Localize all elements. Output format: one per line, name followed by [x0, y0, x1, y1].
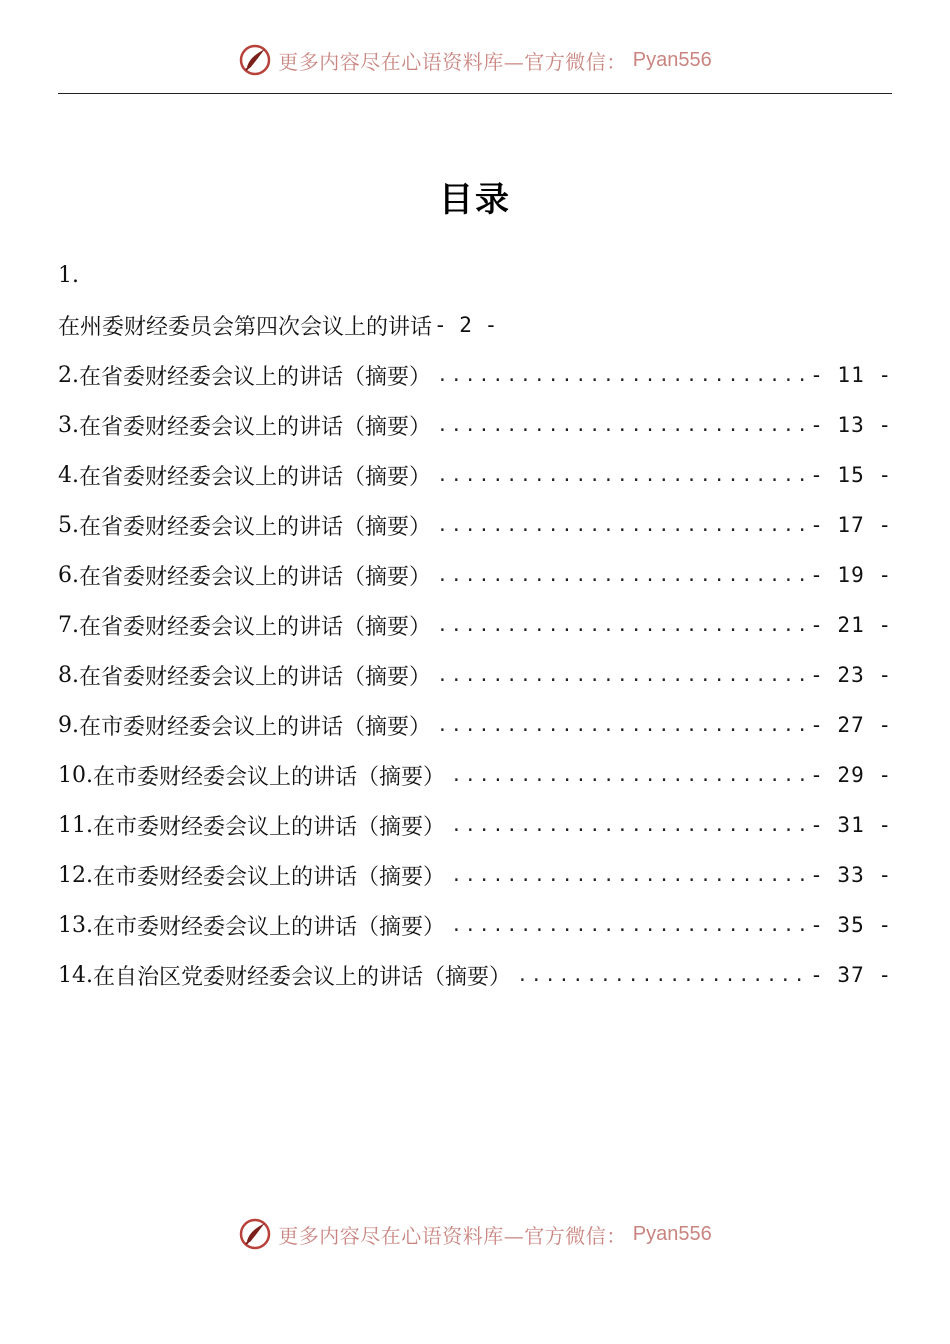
toc-leader-dots: [437, 565, 806, 586]
toc-entry-13[interactable]: [58, 900, 892, 950]
toc-leader-dots: [451, 815, 806, 836]
footer-banner: [0, 1214, 950, 1254]
toc-entry-number: 3.: [58, 412, 79, 438]
toc-leader-dots: [517, 965, 806, 986]
toc-entry-11[interactable]: [58, 800, 892, 850]
toc-entry-number: 11.: [58, 812, 93, 838]
toc-entry-text: 在市委财经委会议上的讲话（摘要）: [93, 814, 446, 840]
toc-entry-page: - 27 -: [810, 713, 892, 737]
toc-entry-text: 在省委财经委会议上的讲话（摘要）: [79, 464, 432, 490]
toc-entry-page: - 11 -: [810, 363, 892, 387]
toc-entry-2[interactable]: [58, 350, 892, 400]
toc-entry-3[interactable]: [58, 400, 892, 450]
toc-entry-number: 9.: [58, 712, 79, 738]
toc-leader-dots: [437, 465, 806, 486]
toc-entry-text: 在市委财经委会议上的讲话（摘要）: [79, 714, 432, 740]
toc-entry-number: 14.: [58, 962, 93, 988]
toc-leader-dots: [437, 415, 806, 436]
toc-entry-number: 12.: [58, 862, 93, 888]
toc-entry-text: 在省委财经委会议上的讲话（摘要）: [79, 664, 432, 690]
toc-entry-number: 1.: [58, 262, 79, 288]
toc-entry-page: - 23 -: [810, 663, 892, 687]
header-divider: [58, 93, 892, 94]
header-wechat-id: Pyan556: [632, 48, 712, 71]
toc-entry-page: - 19 -: [810, 563, 892, 587]
toc-entry-text: 在省委财经委会议上的讲话（摘要）: [79, 364, 432, 390]
toc-leader-dots: [437, 365, 806, 386]
toc-entry-number: 5.: [58, 512, 79, 538]
toc-entry-page: - 37 -: [810, 963, 892, 987]
toc-entry-text: 在自治区党委财经委会议上的讲话（摘要）: [93, 964, 512, 990]
toc-entry-text: 在省委财经委会议上的讲话（摘要）: [79, 514, 432, 540]
toc-entry-number: 7.: [58, 612, 79, 638]
toc-entry-page: - 13 -: [810, 413, 892, 437]
toc-leader-dots: [451, 915, 806, 936]
toc-entry-5[interactable]: [58, 500, 892, 550]
toc-entry-8[interactable]: [58, 650, 892, 700]
toc-entry-7[interactable]: [58, 600, 892, 650]
toc-entry-14[interactable]: [58, 950, 892, 1000]
toc-entry-page: - 31 -: [810, 813, 892, 837]
footer-text: 更多内容尽在心语资料库—官方微信：: [278, 1223, 627, 1248]
toc-entry-page: - 2 -: [434, 313, 498, 337]
toc-entry-page: - 15 -: [810, 463, 892, 487]
toc-entry-6[interactable]: [58, 550, 892, 600]
toc-entry-number: 2.: [58, 362, 79, 388]
toc-leader-dots: [437, 715, 806, 736]
brand-logo-icon: [238, 43, 272, 77]
toc-leader-dots: [437, 615, 806, 636]
toc-entry-page: - 17 -: [810, 513, 892, 537]
toc-entry-10[interactable]: [58, 750, 892, 800]
toc-leader-dots: [437, 665, 806, 686]
page-title: 目录: [439, 180, 511, 220]
brand-logo-icon: [238, 1217, 272, 1251]
toc-entry-number: 13.: [58, 912, 93, 938]
toc-entry-page: - 29 -: [810, 763, 892, 787]
toc-entry-number: 6.: [58, 562, 79, 588]
toc-entry-1[interactable]: [58, 300, 497, 350]
toc-leader-dots: [451, 865, 806, 886]
toc-entry-number: 10.: [58, 762, 93, 788]
toc-entry-text: 在省委财经委会议上的讲话（摘要）: [79, 614, 432, 640]
toc-entry-number: 8.: [58, 662, 79, 688]
toc-entry-text: 在市委财经委会议上的讲话（摘要）: [93, 914, 446, 940]
footer-wechat-id: Pyan556: [632, 1222, 712, 1245]
toc-entry-page: - 35 -: [810, 913, 892, 937]
toc-entry-1-number[interactable]: [58, 250, 79, 300]
toc-entry-text: 在省委财经委会议上的讲话（摘要）: [79, 564, 432, 590]
toc-entry-text: 在省委财经委会议上的讲话（摘要）: [79, 414, 432, 440]
toc-entry-4[interactable]: [58, 450, 892, 500]
toc-entry-text: 在市委财经委会议上的讲话（摘要）: [93, 864, 446, 890]
header-text: 更多内容尽在心语资料库—官方微信：: [278, 49, 627, 74]
toc-entry-page: - 33 -: [810, 863, 892, 887]
toc-leader-dots: [437, 515, 806, 536]
toc-entry-text: 在市委财经委会议上的讲话（摘要）: [93, 764, 446, 790]
toc-leader-dots: [451, 765, 806, 786]
toc-entry-number: 4.: [58, 462, 79, 488]
toc-entry-text: 在州委财经委员会第四次会议上的讲话: [58, 314, 433, 340]
toc-entry-9[interactable]: [58, 700, 892, 750]
header-banner: [0, 40, 950, 80]
toc-entry-page: - 21 -: [810, 613, 892, 637]
toc-entry-12[interactable]: [58, 850, 892, 900]
